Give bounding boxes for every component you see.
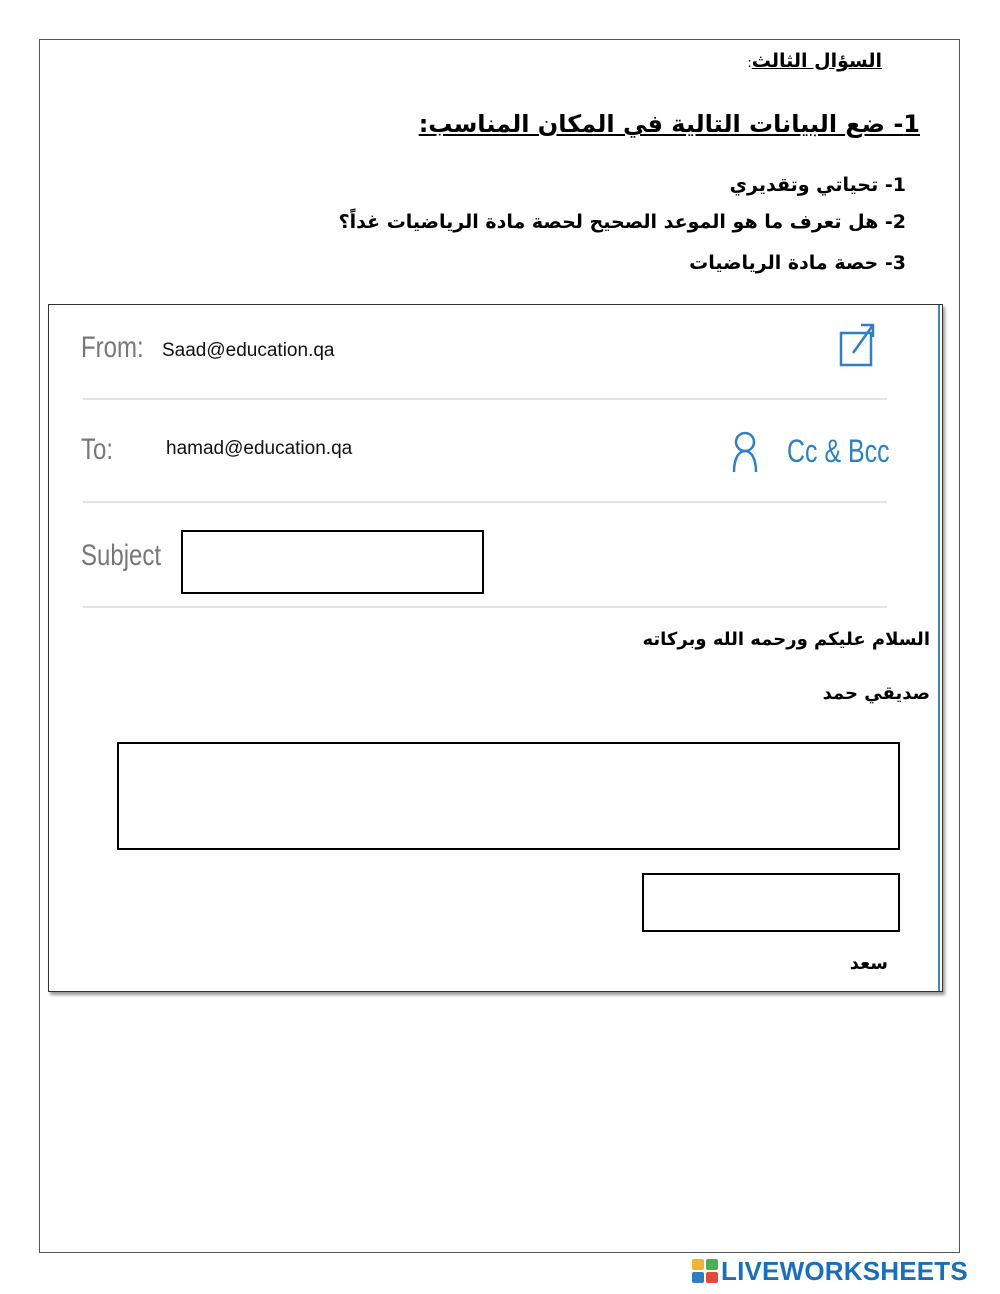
- popout-icon[interactable]: [839, 321, 875, 369]
- to-field[interactable]: hamad@education.qa: [166, 438, 353, 459]
- separator-from: [83, 398, 887, 400]
- from-field[interactable]: Saad@education.qa: [162, 340, 335, 361]
- brand-text: LIVEWORKSHEETS: [721, 1255, 968, 1286]
- email-compose-window: [48, 304, 943, 992]
- body-drop-box[interactable]: [117, 742, 900, 850]
- signature-text: سعد: [849, 953, 888, 974]
- salutation-text: صديقي حمد: [822, 683, 930, 704]
- brand-icon: [692, 1259, 718, 1283]
- option-item-3: 3- حصة مادة الرياضيات: [689, 252, 906, 274]
- liveworksheets-logo: [692, 1256, 968, 1286]
- subject-label: Subject: [81, 539, 162, 572]
- separator-to: [83, 501, 887, 503]
- closing-drop-box[interactable]: [642, 873, 900, 932]
- subject-drop-box[interactable]: [181, 530, 484, 594]
- person-icon[interactable]: [731, 430, 759, 474]
- separator-subject: [83, 606, 887, 608]
- instruction: 1- ضع البيانات التالية في المكان المناسب:: [418, 110, 920, 138]
- from-label: From:: [81, 331, 144, 364]
- question-title-colon: :: [747, 56, 752, 71]
- option-item-2: 2- هل تعرف ما هو الموعد الصحيح لحصة مادة الرياضيات غداً؟: [338, 211, 906, 233]
- question-title-text: السؤال الثالث: [751, 50, 882, 72]
- to-label: To:: [81, 433, 114, 466]
- greeting-text: السلام عليكم ورحمه الله وبركاته: [642, 629, 930, 650]
- window-edge: [938, 305, 940, 991]
- cc-bcc-button[interactable]: Cc & Bcc: [787, 433, 890, 469]
- question-title: [747, 50, 882, 72]
- option-item-1: 1- تحياتي وتقديري: [729, 174, 906, 196]
